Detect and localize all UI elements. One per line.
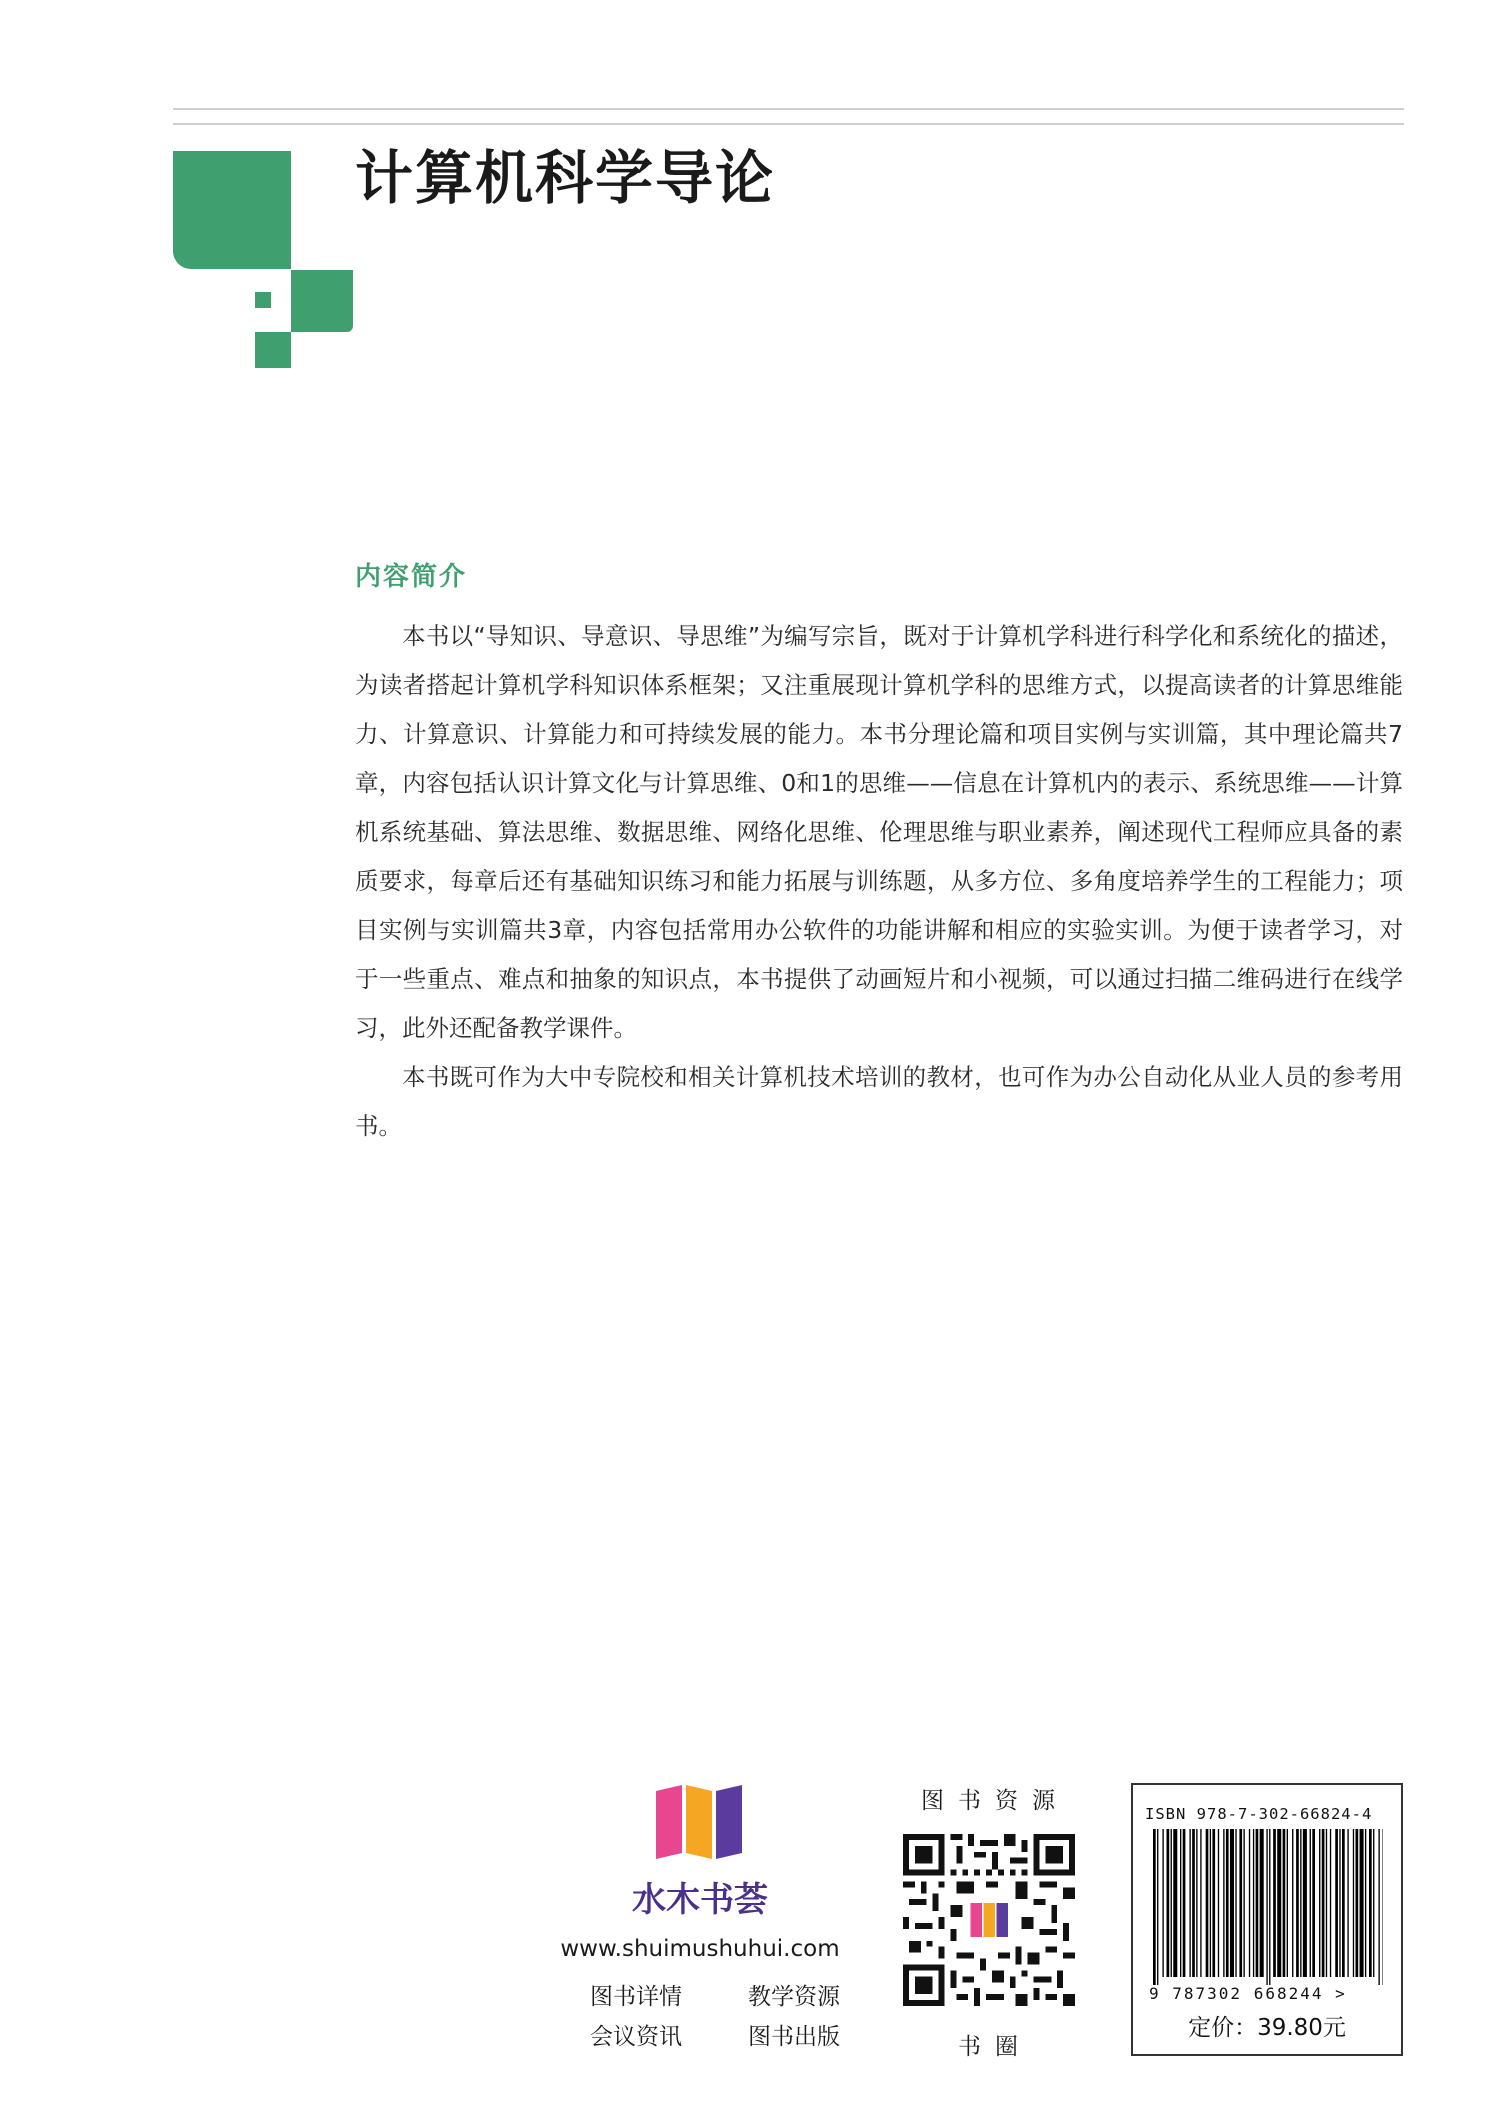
barcode-bar	[1300, 1829, 1301, 1977]
barcode-bar	[1312, 1829, 1315, 1977]
barcode-bar	[1303, 1829, 1307, 1977]
barcode-bar	[1226, 1829, 1229, 1977]
barcode-bar	[1196, 1829, 1197, 1977]
barcode-bar	[1253, 1829, 1254, 1977]
barcode-bar	[1292, 1829, 1293, 1977]
top-rule-second	[173, 123, 1404, 125]
barcode-bar	[1239, 1829, 1242, 1977]
barcode-bar	[1319, 1829, 1320, 1977]
qr-caption: 书圈	[958, 2034, 1032, 2060]
barcode-bar	[1373, 1829, 1374, 1977]
barcode-bar	[1330, 1829, 1331, 1977]
isbn-box	[1131, 1783, 1403, 2056]
deco-block-small	[255, 292, 271, 308]
barcode-bar	[1200, 1829, 1201, 1977]
link-conference-news[interactable]: 会议资讯	[590, 2024, 682, 2050]
barcode-bar	[1326, 1829, 1327, 1977]
barcode-bar	[1269, 1829, 1270, 1985]
barcode-bar	[1256, 1829, 1259, 1977]
brand-links-row	[590, 2018, 840, 2051]
barcode-bar	[1249, 1829, 1250, 1977]
barcode-bar	[1189, 1829, 1190, 1977]
barcode-bar	[1365, 1829, 1366, 1977]
intro-text	[355, 612, 1403, 1151]
barcode-bar	[1383, 1829, 1384, 1985]
barcode-bar	[1260, 1829, 1264, 1977]
barcode-bar	[1180, 1829, 1181, 1977]
barcode-bar	[1287, 1829, 1288, 1977]
barcode-bar	[1230, 1829, 1234, 1977]
barcode-bar	[1283, 1829, 1286, 1977]
barcode-bar	[1212, 1829, 1215, 1977]
barcode-bar	[1335, 1829, 1338, 1977]
book-title: 计算机科学导论	[355, 144, 776, 212]
barcode-bar	[1206, 1829, 1209, 1977]
price-label: 定价：39.80元	[1188, 2015, 1346, 2041]
brand-name: 水木书荟	[632, 1880, 768, 1920]
deco-block-medium	[291, 270, 353, 332]
barcode-bar	[1296, 1829, 1299, 1977]
link-teaching-resources[interactable]: 教学资源	[748, 1984, 840, 2010]
barcode-bar	[1266, 1829, 1267, 1985]
brand-logo-icon	[652, 1783, 747, 1863]
top-rule	[173, 108, 1404, 110]
barcode-bar	[1218, 1829, 1219, 1977]
barcode-bar	[1243, 1829, 1244, 1977]
intro-paragraph: 本书以“导知识、导意识、导思维”为编写宗旨，既对于计算机学科进行科学化和系统化的描述，为读者搭起计算机学科知识体系框架；又注重展现计算机学科的思维方式，以提高读者的计算思维能力、计算意识、计算能力和可持续发展的能力。本书分理论篇和项目实例与实训篇，其中理论篇共7章，内容包括认识计算文化与计算思维、0和1的思维——信息在计算机内的表示、系统思维——计算机系统基础、算法思维、数据思维、网络化思维、伦理思维与职业素养，阐述现代工程师应具备的素质要求，每章后还有基础知识练习和能力拓展与训练题，从多方位、多角度培养学生的工程能力；项目实例与实训篇共3章，内容包括常用办公软件的功能讲解和相应的实验实训。为便于读者学习，对于一些重点、难点和抽象的知识点，本书提供了动画短片和小视频，可以通过扫描二维码进行在线学习，此外还配备教学课件。	[355, 622, 1403, 1042]
barcode-bar	[1273, 1829, 1276, 1977]
intro-heading: 内容简介	[355, 562, 468, 592]
barcode-bar	[1223, 1829, 1224, 1977]
barcode-bar	[1171, 1829, 1172, 1977]
barcode-bar	[1322, 1829, 1325, 1977]
barcode-bar	[1173, 1829, 1177, 1977]
barcode-bar	[1378, 1829, 1379, 1985]
barcode-bar	[1310, 1829, 1311, 1977]
barcode-bar	[1347, 1829, 1348, 1977]
intro-paragraph: 本书既可作为大中专院校和相关计算机技术培训的教材，也可作为办公自动化从业人员的参考用书。	[355, 1063, 1403, 1140]
deco-block-large	[173, 151, 291, 269]
barcode-bar	[1360, 1829, 1364, 1977]
link-book-details[interactable]: 图书详情	[590, 1984, 682, 2010]
barcode-bar	[1157, 1829, 1158, 1985]
barcode-bar	[1235, 1829, 1236, 1977]
barcode-bar	[1183, 1829, 1186, 1977]
brand-url[interactable]: www.shuimushuhui.com	[560, 1936, 840, 1962]
barcode-bar	[1167, 1829, 1170, 1977]
isbn-text: ISBN 978-7-302-66824-4	[1145, 1805, 1373, 1823]
qr-heading: 图书资源	[921, 1788, 1069, 1814]
barcode-bar	[1210, 1829, 1211, 1977]
link-book-publishing[interactable]: 图书出版	[748, 2024, 840, 2050]
barcode-bar	[1369, 1829, 1372, 1977]
barcode-bar	[1277, 1829, 1281, 1977]
barcode-icon	[1153, 1829, 1383, 1985]
barcode-bar	[1342, 1829, 1345, 1977]
brand-links-row	[590, 1978, 840, 2011]
barcode-bar	[1192, 1829, 1195, 1977]
barcode-bar	[1153, 1829, 1156, 1985]
deco-block-bottom	[255, 332, 291, 368]
qr-code-icon[interactable]	[903, 1834, 1075, 2006]
barcode-bar	[1162, 1829, 1163, 1977]
barcode-bar	[1356, 1829, 1359, 1977]
barcode-bar	[1339, 1829, 1340, 1977]
barcode-digits: 9 787302 668244 >	[1149, 1984, 1347, 2003]
barcode-bar	[1353, 1829, 1354, 1977]
